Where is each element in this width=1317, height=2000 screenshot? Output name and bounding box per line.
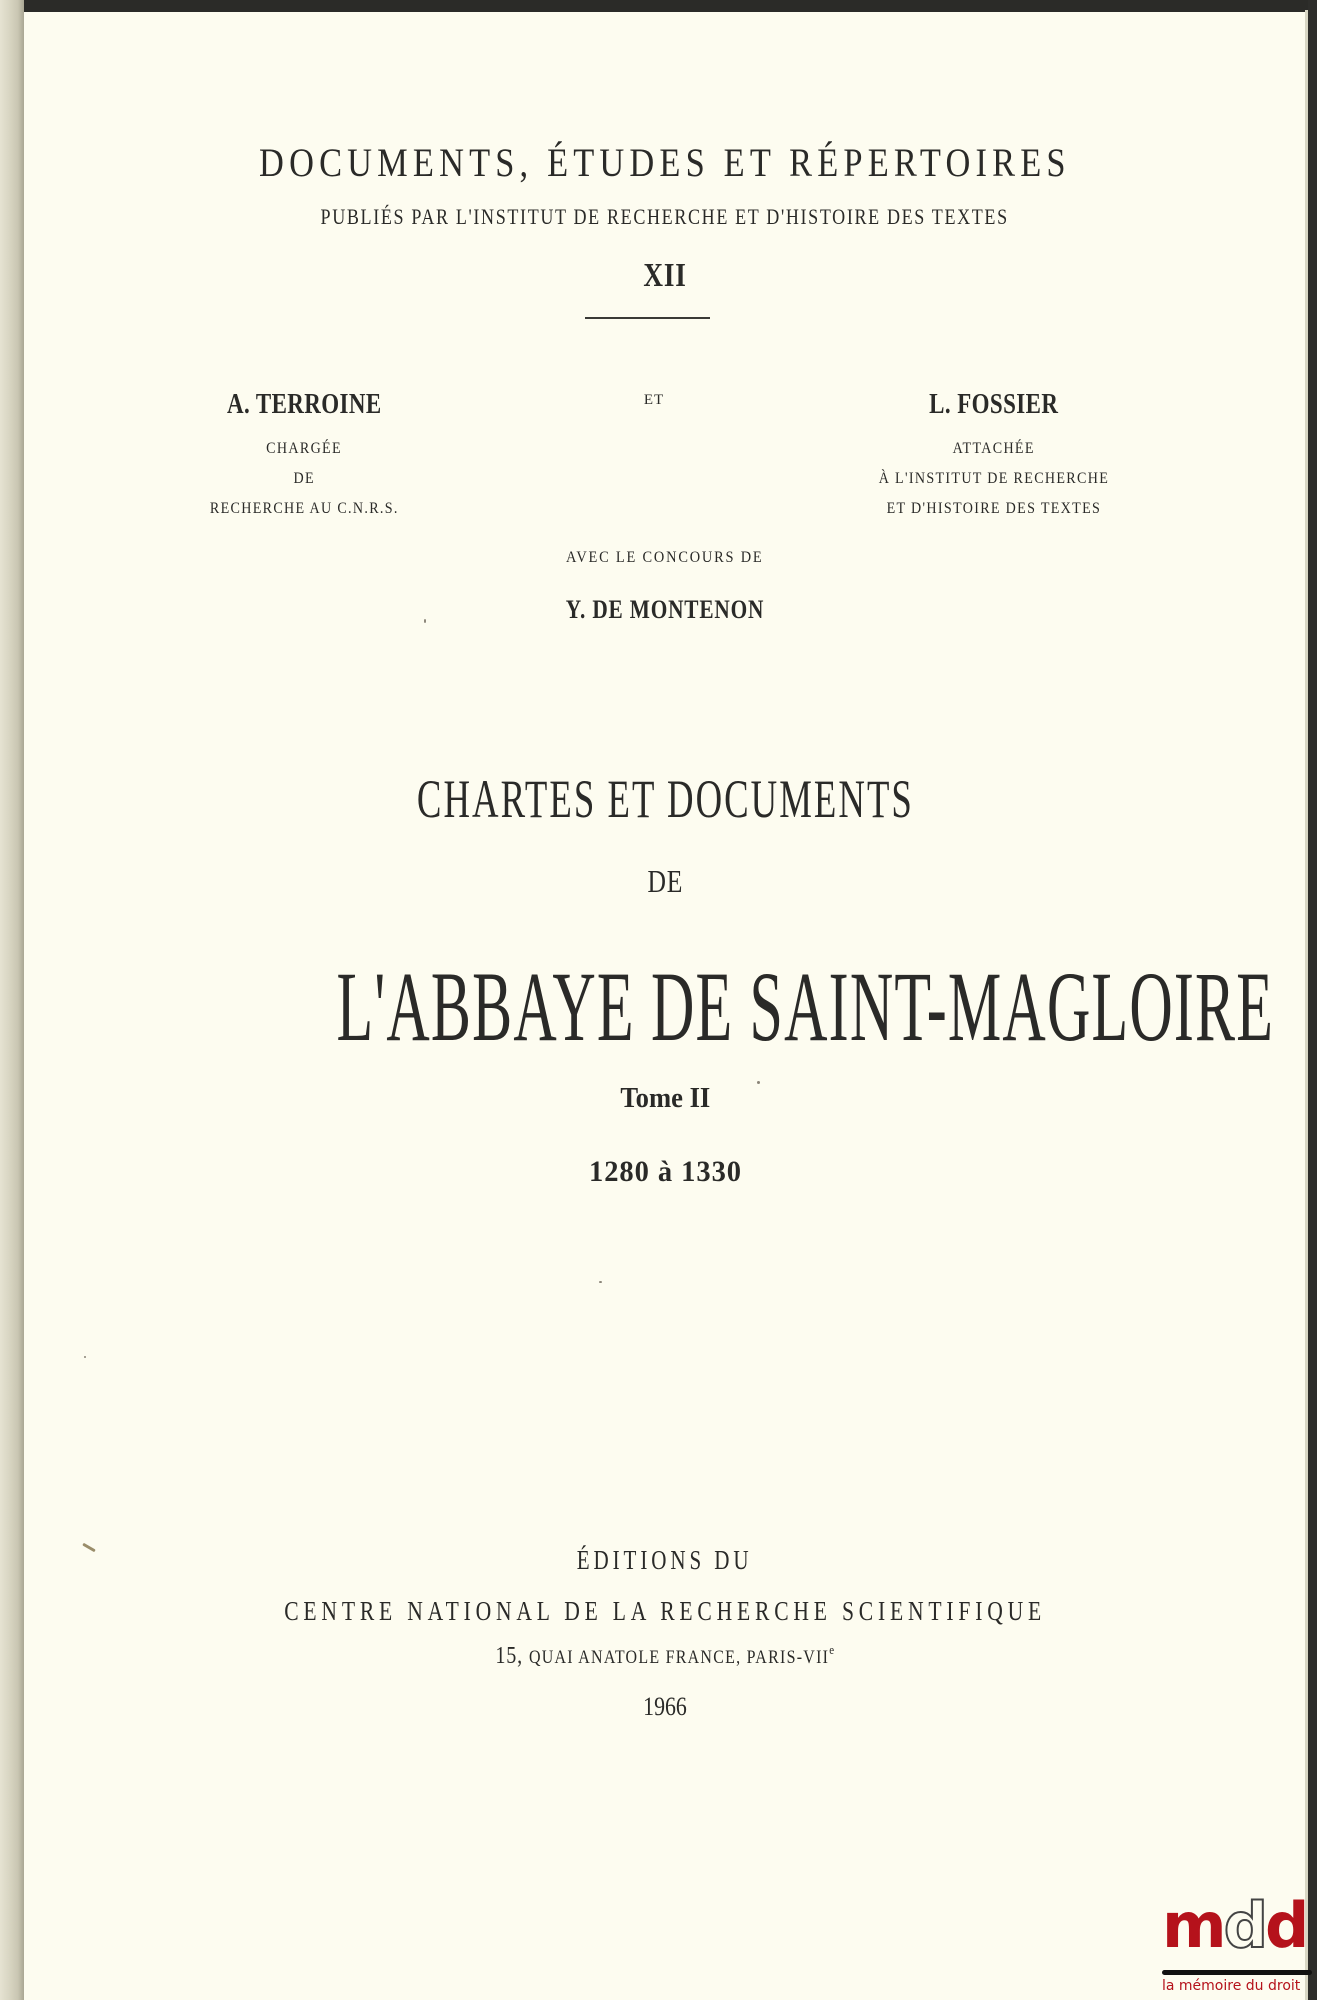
date-range: 1280 à 1330 (588, 1155, 742, 1188)
scan-border-right (1308, 0, 1317, 2000)
mdd-watermark-logo (1154, 1889, 1317, 2000)
divider-rule (585, 317, 710, 319)
logo-underline-bar (1162, 1970, 1312, 1975)
scan-border-top (0, 0, 1317, 12)
book-title-line-1: CHARTES ET DOCUMENTS (416, 769, 914, 829)
author-conjunction: ET (643, 392, 665, 408)
series-publisher-line: PUBLIÉS PAR L'INSTITUT DE RECHERCHE ET D'HISTOIRE DES TEXTES (320, 204, 1010, 229)
author-role-line: ET D'HISTOIRE DES TEXTES (886, 500, 1102, 517)
series-volume-number: XII (643, 257, 687, 294)
author-block-fossier (824, 384, 1164, 524)
author-role-line: CHARGÉE (266, 440, 342, 457)
imprint-publisher: CENTRE NATIONAL DE LA RECHERCHE SCIENTIFIQUE (284, 1596, 1046, 1626)
book-title-main: L'ABBAYE DE SAINT-MAGLOIRE (336, 951, 1275, 1062)
address-number: 15, (495, 1643, 523, 1669)
author-name: L. FOSSIER (929, 389, 1059, 420)
author-role-line: À L'INSTITUT DE RECHERCHE (878, 470, 1110, 487)
imprint-year: 1966 (643, 1692, 687, 1721)
address-street: QUAI ANATOLE FRANCE, PARIS-VII (528, 1647, 830, 1668)
contributor-name: Y. DE MONTENON (565, 595, 765, 624)
logo-tagline: la mémoire du droit (1162, 1978, 1301, 1994)
imprint-address (24, 1642, 1306, 1670)
tome-label: Tome II (620, 1083, 710, 1114)
author-role-line: DE (293, 470, 315, 487)
author-block-terroine (154, 384, 454, 524)
author-name: A. TERROINE (226, 389, 382, 420)
address-superscript: e (829, 1642, 835, 1657)
series-title: DOCUMENTS, ÉTUDES ET RÉPERTOIRES (259, 140, 1071, 185)
imprint-editions: ÉDITIONS DU (577, 1545, 753, 1575)
author-role-line: ATTACHÉE (952, 440, 1036, 457)
book-spine-edge (0, 0, 24, 2000)
title-page (24, 12, 1296, 2000)
mdd-logo-mark: mdd (1162, 1889, 1307, 1962)
book-title-line-2: DE (647, 863, 683, 899)
author-role-line: RECHERCHE AU C.N.R.S. (209, 500, 399, 517)
contribution-label: AVEC LE CONCOURS DE (566, 549, 764, 566)
